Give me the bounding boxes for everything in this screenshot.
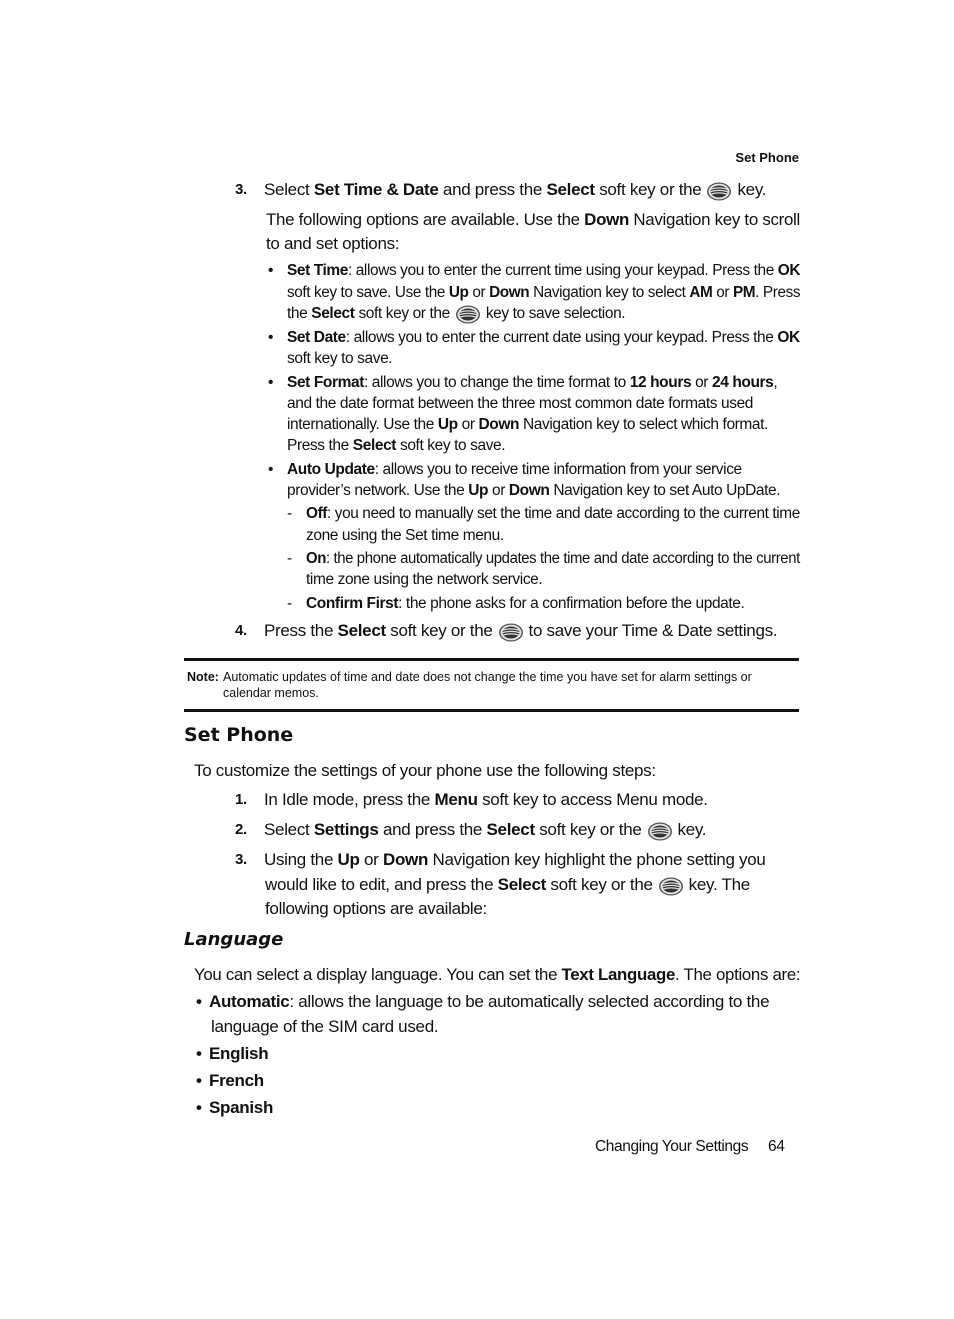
page-number: 64: [768, 1138, 785, 1155]
note-line1: Automatic updates of time and date does not change the time you have set for alarm settings or: [223, 670, 752, 684]
set-time-line3: the Select soft key or the key to save selection.: [287, 305, 626, 322]
set-format-line2: and the date format between the three most common date formats used: [287, 395, 754, 412]
set-format-line4: Press the Select soft key to save.: [287, 437, 506, 454]
language-option: Spanish: [209, 1098, 274, 1117]
footer-chapter: Changing Your Settings: [595, 1138, 749, 1155]
nav-key-icon: [647, 821, 673, 841]
set-time-line2: soft key to save. Use the Up or Down Navigation key to select AM or PM. Press: [287, 284, 801, 301]
step-number: 2.: [235, 821, 247, 838]
nav-key-icon: [658, 876, 684, 896]
bullet-icon: •: [196, 1044, 202, 1063]
bullet-icon: •: [196, 992, 202, 1011]
note-label: Note:: [187, 670, 219, 684]
off-line2: zone using the Set time menu.: [306, 527, 504, 544]
bullet-icon: •: [268, 329, 274, 346]
subsection-heading: Language: [184, 929, 284, 950]
step3-line2: The following options are available. Use the Down Navigation key to scroll: [266, 210, 800, 229]
language-automatic-line1: Automatic: allows the language to be automatically selected according to the: [209, 992, 770, 1011]
language-option: English: [209, 1044, 269, 1063]
step-number: 1.: [235, 791, 247, 808]
set-phone-step3-line1: Using the Up or Down Navigation key highlight the phone setting you: [264, 850, 766, 869]
language-option: French: [209, 1071, 264, 1090]
language-automatic-line2: language of the SIM card used.: [211, 1017, 439, 1036]
step-number: 3.: [235, 851, 247, 868]
note-top-rule: [184, 658, 799, 661]
auto-update-line1: Auto Update: allows you to receive time information from your service: [287, 461, 742, 478]
dash-icon: -: [287, 550, 292, 567]
on-line2: time zone using the network service.: [306, 571, 543, 588]
nav-key-icon: [455, 304, 481, 324]
auto-update-line2: provider’s network. Use the Up or Down Navigation key to set Auto UpDate.: [287, 482, 781, 499]
nav-key-icon: [706, 181, 732, 201]
set-format-line1: Set Format: allows you to change the time format to 12 hours or 24 hours,: [287, 374, 778, 391]
set-phone-step3-line3: following options are available:: [265, 899, 487, 918]
set-date-line2: soft key to save.: [287, 350, 393, 367]
language-intro: You can select a display language. You can set the Text Language. The options are:: [194, 965, 801, 984]
confirm-first-line: Confirm First: the phone asks for a confirmation before the update.: [306, 595, 745, 612]
set-date-line1: Set Date: allows you to enter the current date using your keypad. Press the OK: [287, 329, 800, 346]
bullet-icon: •: [196, 1098, 202, 1117]
bullet-icon: •: [268, 461, 274, 478]
step-number: 4.: [235, 622, 247, 639]
bullet-icon: •: [268, 262, 274, 279]
set-format-line3: internationally. Use the Up or Down Navigation key to select which format.: [287, 416, 768, 433]
step-number: 3.: [235, 181, 247, 198]
bullet-icon: •: [196, 1071, 202, 1090]
section-heading: Set Phone: [184, 724, 294, 746]
running-header: Set Phone: [735, 150, 799, 165]
note-line2: calendar memos.: [223, 686, 319, 700]
set-time-line1: Set Time: allows you to enter the current time using your keypad. Press the OK: [287, 262, 801, 279]
dash-icon: -: [287, 505, 292, 522]
step3-line3: to and set options:: [266, 234, 400, 253]
step3-line1: Select Set Time & Date and press the Select soft key or the key.: [264, 180, 767, 199]
set-phone-step3-line2: would like to edit, and press the Select soft key or the key. The: [265, 875, 750, 894]
set-phone-step2: Select Settings and press the Select soft key or the key.: [264, 820, 707, 839]
off-line1: Off: you need to manually set the time and date according to the current time: [306, 505, 800, 522]
on-line1: On: the phone automatically updates the time and date according to the current: [306, 550, 800, 567]
note-bottom-rule: [184, 709, 799, 712]
dash-icon: -: [287, 595, 292, 612]
set-phone-intro: To customize the settings of your phone use the following steps:: [194, 761, 656, 780]
step4-line: Press the Select soft key or the to save your Time & Date settings.: [264, 621, 778, 640]
nav-key-icon: [498, 622, 524, 642]
set-phone-step1: In Idle mode, press the Menu soft key to access Menu mode.: [264, 790, 708, 809]
bullet-icon: •: [268, 374, 274, 391]
